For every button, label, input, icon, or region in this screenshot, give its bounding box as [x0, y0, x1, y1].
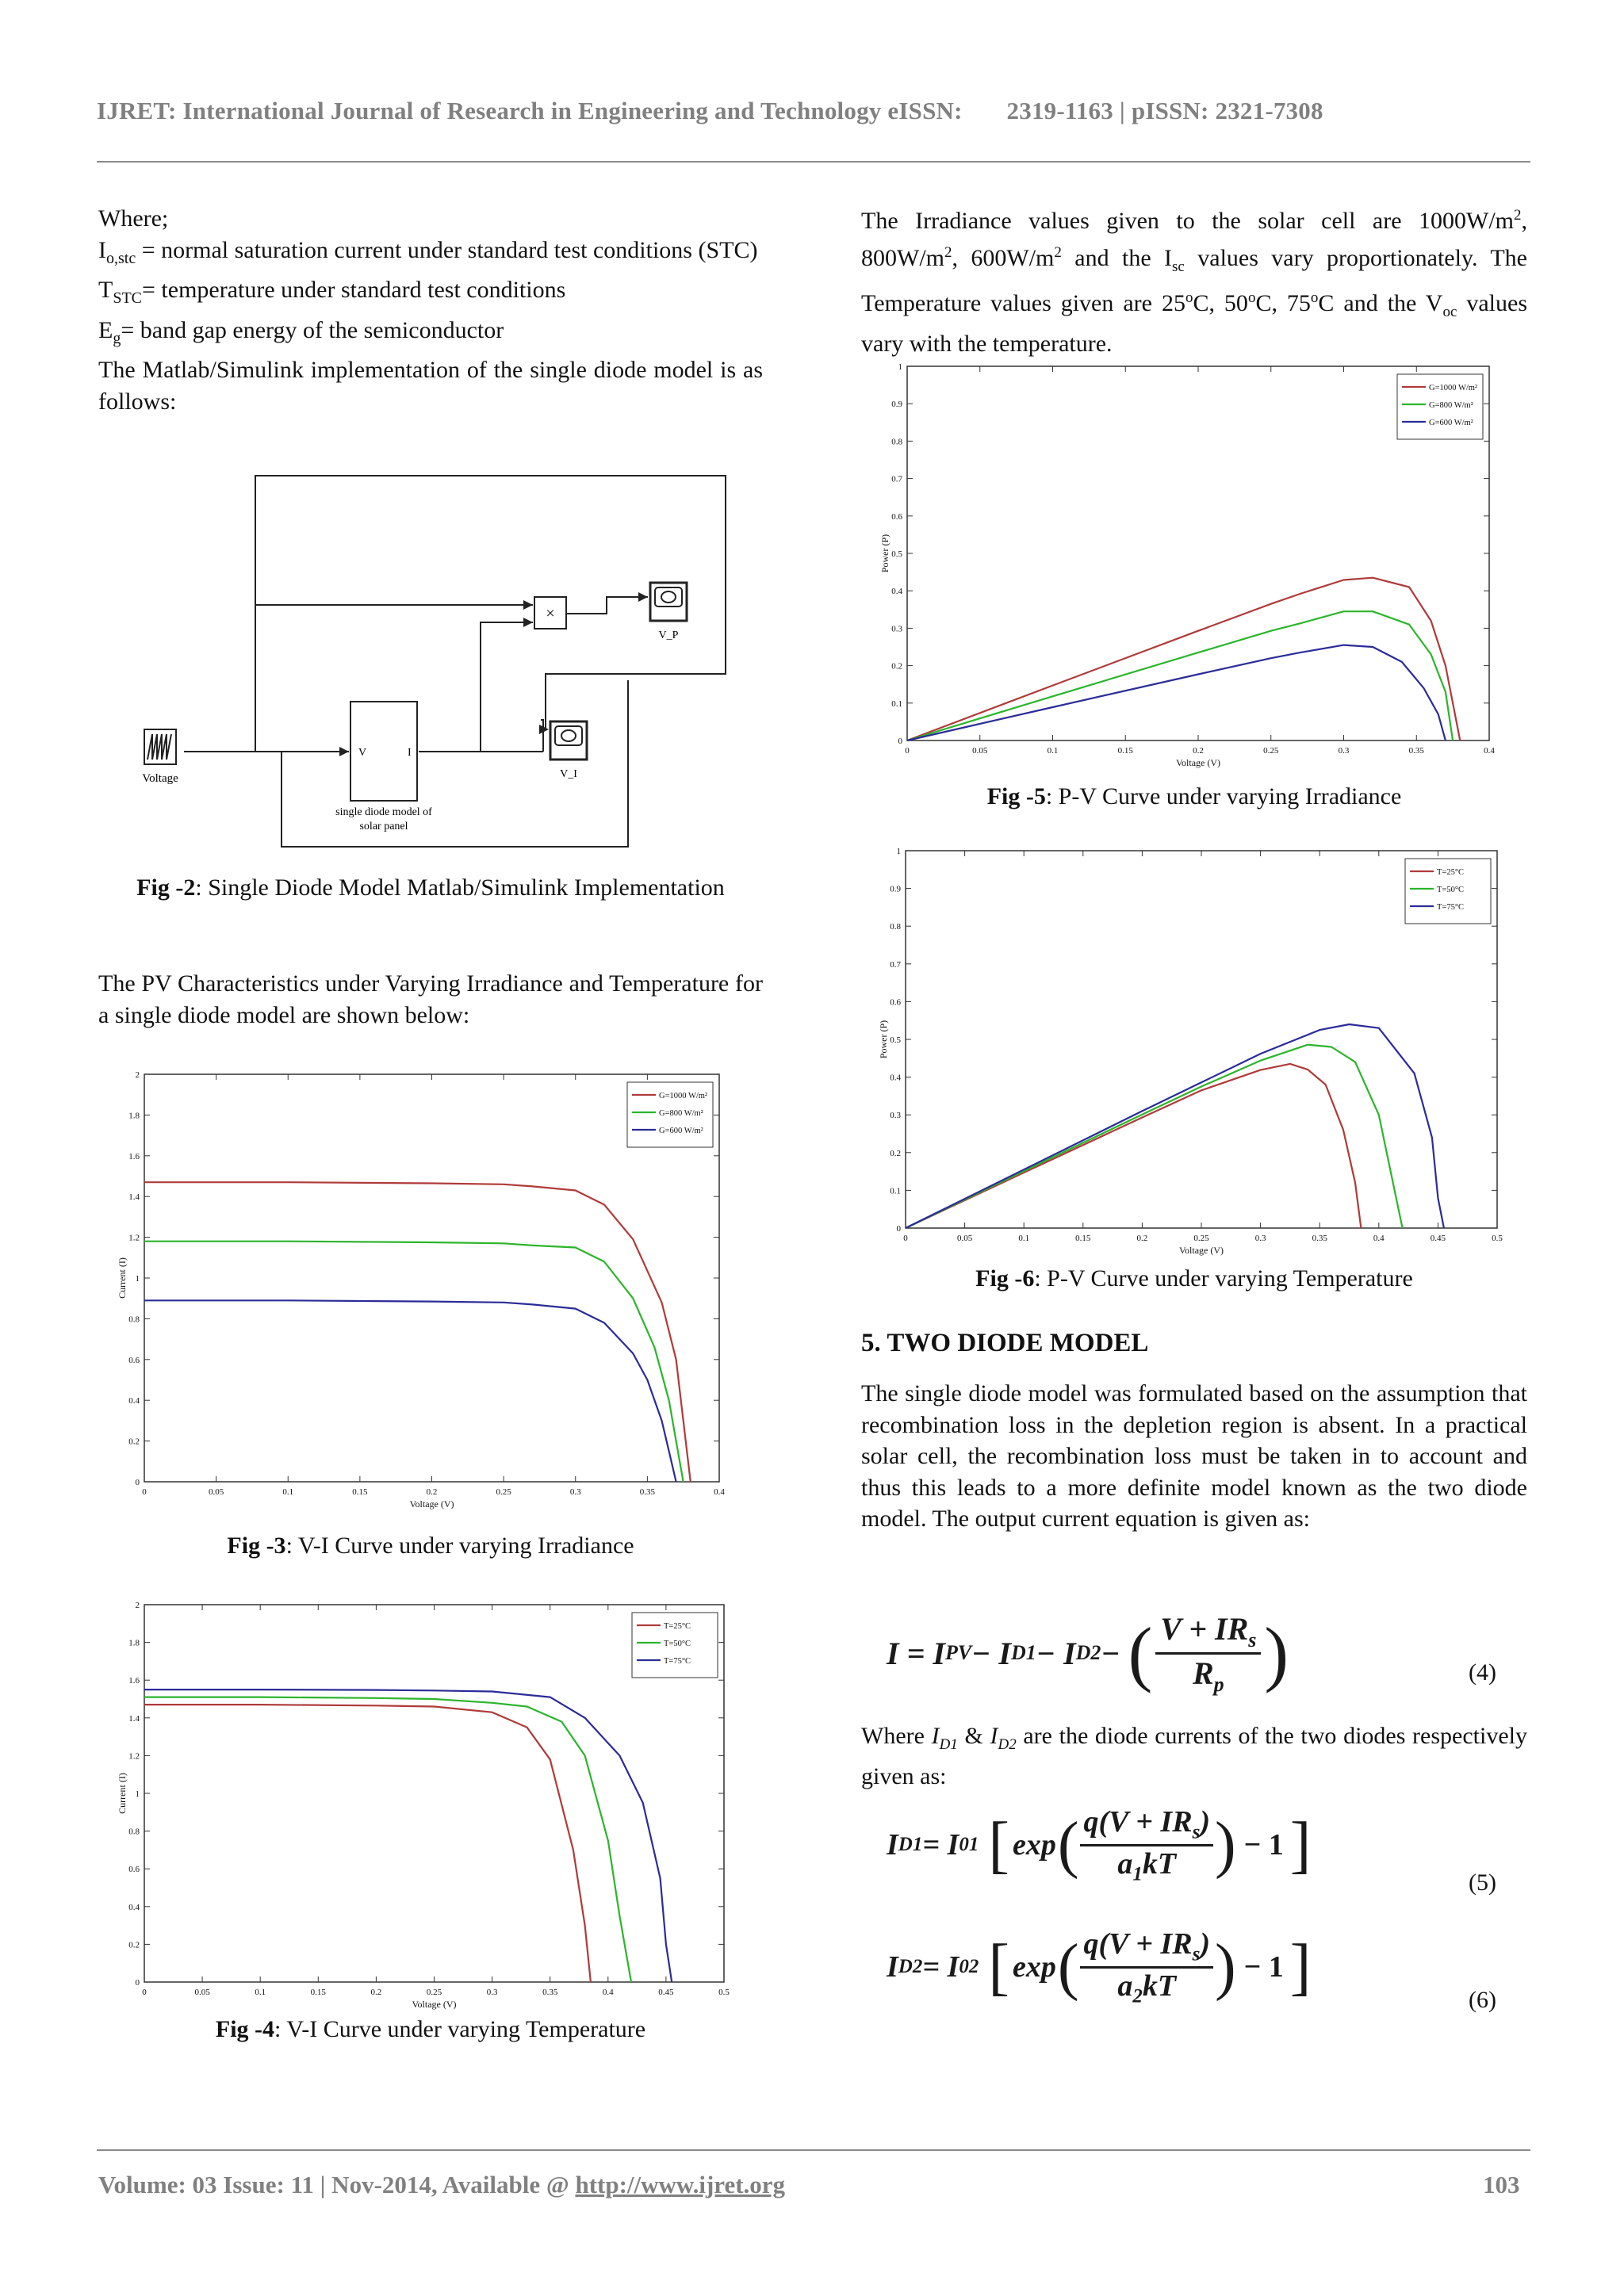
- feedback-wire-bottom: [282, 680, 628, 847]
- eg-definition: $E_g=$ band gap energy of the semiconductor: [98, 316, 504, 347]
- fig6-pv-temperature-chart: [872, 844, 1503, 1261]
- x-axis-label: Voltage (V): [1175, 757, 1221, 768]
- x-tick-label: 0.15: [352, 1487, 368, 1497]
- legend-entry: T=50°C: [1437, 886, 1465, 894]
- y-tick-label: 0.7: [891, 474, 902, 484]
- eq6-fraction: $q(V + IR_s)$ $a_2kT$: [1080, 1927, 1213, 2007]
- x-tick-label: 0.2: [1136, 1234, 1148, 1243]
- x-tick-label: 0.3: [486, 1988, 498, 1997]
- vi-to-scope: [541, 720, 543, 752]
- x-tick-label: 0.4: [1484, 746, 1495, 756]
- block-label-line1: single diode model of: [335, 806, 432, 818]
- y-tick-label: 1.6: [128, 1676, 140, 1686]
- left-paren: (: [1128, 1613, 1153, 1693]
- equation-4: I = I PV − I D1 − I D2 − ( $V + IR_s$ $R_p$ ): [887, 1610, 1289, 1696]
- x-tick-label: 0.4: [1373, 1234, 1385, 1243]
- pv-intro-paragraph: [98, 968, 763, 1031]
- y-tick-label: 1.8: [128, 1638, 140, 1648]
- x-tick-label: 0.3: [1254, 1234, 1266, 1243]
- x-tick-label: 0.05: [972, 746, 988, 756]
- legend-entry: T=25°C: [1437, 868, 1465, 877]
- journal-header: [97, 97, 1323, 125]
- fig6-caption: [861, 1263, 1527, 1295]
- x-axis-label: Voltage (V): [412, 1999, 457, 2010]
- y-tick-label: 1: [898, 362, 902, 372]
- fig3-vi-irradiance-chart: [119, 1066, 730, 1522]
- y-tick-label: 1.2: [128, 1233, 140, 1243]
- current-to-product: [481, 622, 533, 752]
- x-tick-label: 0.45: [1430, 1234, 1446, 1243]
- x-tick-label: 0.5: [1492, 1234, 1503, 1243]
- block-output-port: I: [408, 747, 412, 759]
- y-tick-label: 0.4: [891, 587, 902, 597]
- y-tick-label: 0.8: [128, 1827, 140, 1837]
- eq6-number: (6): [1469, 1987, 1496, 2013]
- x-tick-label: 0.1: [282, 1487, 294, 1497]
- x-axis-label: Voltage (V): [1178, 1245, 1224, 1256]
- product-symbol: ×: [546, 605, 555, 622]
- x-tick-label: 0.15: [1075, 1234, 1091, 1243]
- x-tick-label: 0.4: [714, 1487, 725, 1497]
- x-tick-label: 0.05: [194, 1988, 210, 1997]
- scope-vp-label: V_P: [658, 629, 679, 641]
- y-tick-label: 0.3: [890, 1111, 901, 1121]
- legend-entry: G=600 W/m²: [659, 1127, 703, 1135]
- legend-entry: T=25°C: [664, 1622, 691, 1631]
- fig2-caption: [98, 872, 763, 904]
- legend-entry: G=800 W/m²: [659, 1109, 703, 1118]
- y-axis-label: Current (I): [117, 1257, 128, 1299]
- journal-title: IJRET: International Journal of Research in Engineering and Technology eISSN:: [97, 97, 963, 124]
- footer-rule: [97, 2149, 1530, 2151]
- journal-link[interactable]: http://www.ijret.org: [575, 2171, 786, 2198]
- y-tick-label: 0.6: [128, 1865, 140, 1875]
- x-tick-label: 0.25: [1193, 1234, 1209, 1243]
- fig3-label: Fig -3: [227, 1533, 286, 1559]
- x-tick-label: 0.5: [718, 1988, 730, 1997]
- y-tick-label: 0.4: [890, 1073, 901, 1083]
- y-tick-label: 0.6: [891, 511, 902, 522]
- block-input-port: V: [358, 747, 367, 759]
- y-tick-label: 0.7: [890, 959, 901, 970]
- y-tick-label: 0.2: [128, 1437, 140, 1447]
- y-tick-label: 0.9: [890, 884, 901, 894]
- y-tick-label: 1.6: [128, 1151, 140, 1161]
- x-tick-label: 0.1: [255, 1988, 266, 1997]
- x-tick-label: 0: [905, 746, 910, 756]
- voltage-label: Voltage: [142, 772, 178, 785]
- y-tick-label: 0.2: [128, 1940, 140, 1950]
- page-number: 103: [1483, 2171, 1520, 2198]
- x-tick-label: 0.3: [569, 1487, 581, 1497]
- y-axis-label: Power (P): [878, 1020, 889, 1059]
- y-tick-label: 0.2: [891, 661, 902, 672]
- x-tick-label: 0.2: [1193, 746, 1204, 756]
- scope-vi-label: V_I: [560, 768, 577, 780]
- fig4-caption: [98, 2014, 763, 2045]
- y-tick-label: 0: [135, 1478, 140, 1487]
- fig4-label: Fig -4: [215, 2016, 275, 2042]
- x-tick-label: 0.1: [1047, 746, 1059, 756]
- x-axis-label: Voltage (V): [409, 1498, 454, 1510]
- irradiance-paragraph: [861, 200, 1527, 359]
- legend-entry: T=75°C: [664, 1657, 691, 1666]
- y-tick-label: 1: [896, 847, 901, 856]
- y-tick-label: 0.8: [891, 437, 902, 447]
- y-tick-label: 0: [898, 737, 902, 746]
- y-tick-label: 0.6: [890, 997, 901, 1008]
- x-tick-label: 0.35: [1408, 746, 1424, 756]
- y-tick-label: 0.2: [890, 1148, 901, 1158]
- y-tick-label: 1.4: [128, 1713, 140, 1724]
- y-tick-label: 1: [135, 1274, 140, 1284]
- eq4-number: (4): [1469, 1659, 1496, 1686]
- eq4-fraction: $V + IR_s$ $R_p$: [1155, 1610, 1261, 1697]
- irradiance-text: The Irradiance values given to the solar cell are $1000W/m^2$, $800W/m^2$, $600W/m^2$ and the $I_{sc}$ values vary proportionately. The Temperature values given are 25$^o$C, 50$^o$C, 75$^o$C and the $V_{oc}$ values vary with the temperature.: [861, 207, 1527, 357]
- definitions-block: [98, 203, 763, 417]
- y-tick-label: 1: [135, 1789, 140, 1799]
- fig2-label: Fig -2: [136, 874, 196, 901]
- x-tick-label: 0: [903, 1234, 908, 1243]
- tstc-definition: $T_{STC}=$ temperature under standard test conditions: [98, 277, 566, 307]
- fig4-vi-temperature-chart: [119, 1594, 730, 2014]
- x-tick-label: 0.35: [542, 1988, 558, 1997]
- legend-entry: G=1000 W/m²: [1429, 384, 1478, 392]
- y-tick-label: 1.4: [128, 1192, 140, 1203]
- fig3-text: : V-I Curve under varying Irradiance: [285, 1533, 634, 1559]
- right-paren: ): [1264, 1613, 1289, 1693]
- y-tick-label: 2: [135, 1070, 140, 1080]
- io-definition: $I_{o,stc}$ = normal saturation current under standard test conditions (STC): [98, 236, 758, 267]
- where-diode-text: Where $I_{D1}$ & $I_{D2}$ are the diode currents of the two diodes respectively given as:: [861, 1723, 1527, 1789]
- equation-6: I D2 = I 02 [ exp ( $q(V + IR_s)$ $a_2kT$ ) − 1 ]: [887, 1927, 1312, 2007]
- fig5-pv-irradiance-chart: [872, 357, 1495, 773]
- x-tick-label: 0.2: [370, 1988, 382, 1997]
- x-tick-label: 0.35: [1312, 1234, 1327, 1243]
- y-tick-label: 0.8: [128, 1314, 140, 1325]
- y-axis-label: Current (I): [117, 1773, 128, 1814]
- fig5-text: : P-V Curve under varying Irradiance: [1045, 783, 1402, 809]
- where-label: Where;: [98, 205, 169, 232]
- y-tick-label: 0: [135, 1978, 140, 1988]
- where-diode-paragraph: [861, 1720, 1527, 1792]
- pv-intro-text: The PV Characteristics under Varying Irradiance and Temperature for a single diode model are shown below:: [98, 970, 763, 1028]
- x-tick-label: 0.15: [310, 1988, 326, 1997]
- fig6-text: : P-V Curve under varying Temperature: [1034, 1265, 1413, 1292]
- legend-entry: T=50°C: [664, 1640, 691, 1648]
- two-diode-paragraph: [861, 1378, 1527, 1535]
- y-tick-label: 0.3: [891, 624, 902, 634]
- y-tick-label: 0.4: [128, 1902, 140, 1912]
- y-tick-label: 0.4: [128, 1396, 140, 1406]
- legend-entry: G=800 W/m²: [1429, 401, 1473, 410]
- fig4-text: : V-I Curve under varying Temperature: [274, 2016, 646, 2042]
- x-tick-label: 0.25: [1263, 746, 1279, 756]
- x-tick-label: 0.15: [1117, 746, 1133, 756]
- y-tick-label: 2: [135, 1601, 140, 1610]
- x-tick-label: 0.25: [496, 1487, 511, 1497]
- x-tick-label: 0.4: [602, 1988, 614, 1997]
- implementation-intro: The Matlab/Simulink implementation of the single diode model is as follows:: [98, 357, 763, 415]
- x-tick-label: 0.1: [1018, 1234, 1030, 1243]
- eq5-fraction: $q(V + IR_s)$ $a_1kT$: [1080, 1804, 1213, 1885]
- legend-entry: G=1000 W/m²: [659, 1092, 708, 1100]
- y-tick-label: 0.9: [891, 400, 902, 410]
- fig5-caption: [861, 781, 1527, 813]
- legend-entry: G=600 W/m²: [1429, 419, 1473, 427]
- y-tick-label: 0.6: [128, 1355, 140, 1365]
- x-tick-label: 0: [142, 1988, 147, 1997]
- issn-numbers: 2319-1163 | pISSN: 2321-7308: [1006, 97, 1323, 124]
- x-tick-label: 0: [142, 1487, 147, 1497]
- equation-5: I D1 = I 01 [ exp ( $q(V + IR_s)$ $a_1kT$ ) − 1 ]: [887, 1804, 1312, 1885]
- eq5-number: (5): [1469, 1869, 1496, 1896]
- footer-volume: [98, 2171, 785, 2199]
- x-tick-label: 0.3: [1338, 746, 1350, 756]
- footer-issue-text: Volume: 03 Issue: 11 | Nov-2014, Available @: [98, 2171, 576, 2198]
- simulink-diagram: [135, 468, 737, 848]
- y-tick-label: 0.5: [890, 1035, 901, 1045]
- section-heading: 5. TWO DIODE MODEL: [861, 1329, 1149, 1357]
- fig2-text: : Single Diode Model Matlab/Simulink Implementation: [195, 874, 725, 901]
- x-tick-label: 0.05: [956, 1234, 973, 1243]
- y-tick-label: 0.5: [891, 549, 902, 559]
- x-tick-label: 0.2: [426, 1487, 438, 1497]
- fig5-label: Fig -5: [986, 783, 1046, 809]
- y-tick-label: 0.8: [890, 922, 901, 932]
- x-tick-label: 0.05: [209, 1487, 224, 1497]
- y-tick-label: 0.1: [890, 1186, 901, 1196]
- y-tick-label: 0.1: [891, 698, 902, 709]
- fig6-label: Fig -6: [975, 1265, 1035, 1292]
- y-axis-label: Power (P): [879, 534, 891, 573]
- product-to-scope: [553, 597, 648, 614]
- x-tick-label: 0.45: [658, 1988, 674, 1997]
- y-tick-label: 1.8: [128, 1111, 140, 1121]
- legend-entry: T=75°C: [1437, 903, 1465, 912]
- fig3-caption: [98, 1530, 763, 1562]
- two-diode-text: The single diode model was formulated based on the assumption that recombination loss in the depletion region is absent. In a practical solar cell, the recombination loss must be taken in to account and thus this leads to a more definite model known as the two diode model. The output current equation is given as:: [861, 1380, 1527, 1532]
- header-rule: [97, 161, 1530, 163]
- x-tick-label: 0.35: [639, 1487, 655, 1497]
- y-tick-label: 0: [896, 1224, 901, 1234]
- y-tick-label: 1.2: [128, 1751, 140, 1762]
- block-label-line2: solar panel: [359, 821, 408, 832]
- x-tick-label: 0.25: [426, 1988, 442, 1997]
